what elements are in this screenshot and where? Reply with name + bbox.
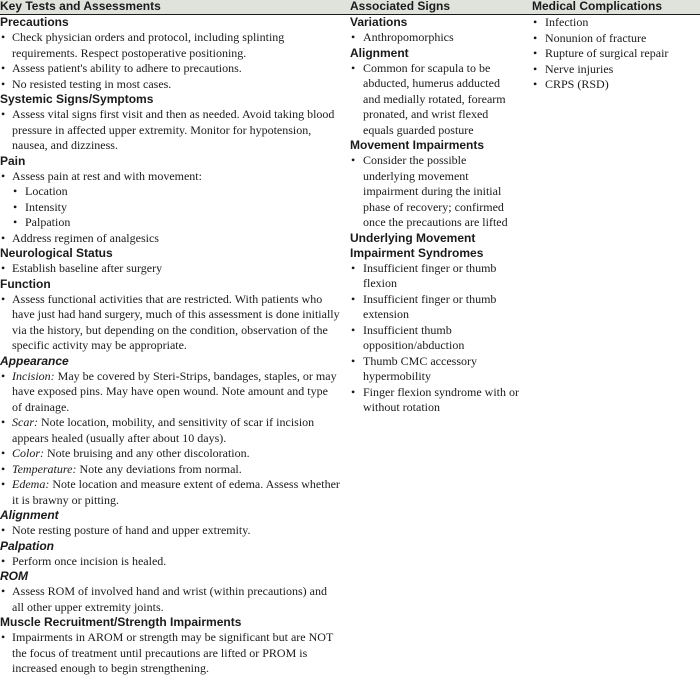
section-title: Muscle Recruitment/Strength Impairments [0, 615, 242, 629]
associated-signs-column [350, 0, 520, 416]
list-item [0, 462, 340, 478]
section-title: Function [0, 276, 51, 291]
list-item [0, 477, 340, 508]
item-label: Temperature: [12, 461, 77, 476]
section-palpation [0, 539, 340, 570]
section-variations [350, 15, 520, 46]
section-title: Neurological Status [0, 246, 113, 260]
list-item: • Insufficient finger or thumb flexion [350, 261, 520, 292]
sub-list-item: • Intensity [0, 200, 340, 216]
section-title: Alignment [0, 508, 59, 522]
item-text: Note any deviations from normal. [76, 461, 242, 476]
sub-list-item: • Palpation [0, 215, 340, 231]
list-item: • Anthropomorphics [350, 30, 520, 46]
section-underlying-syndromes [350, 231, 520, 416]
list-item: • Perform once incision is healed. [0, 554, 340, 570]
item-text: May be covered by Steri-Strips, bandages, staples, or may have exposed pins. May have open wound. Note amount and type of drainage. [12, 368, 337, 414]
section-title-line2: Impairment Syndromes [350, 245, 484, 260]
section-appearance [0, 354, 340, 509]
section-title: Variations [350, 15, 408, 29]
list-item: • Assess functional activities that are restricted. With patients who have just had hand surgery, much of this assessment is done initially via the history, but depending on the condition, observation of the specific activity may be appropriate. [0, 292, 340, 354]
item-text: Note location and measure extent of edema. Assess whether it is brawny or pitting. [12, 477, 340, 507]
medical-complications-column [532, 0, 700, 93]
section-alignment [0, 508, 340, 539]
section-title: Palpation [0, 538, 55, 553]
list-item: • Insufficient finger or thumb extension [350, 292, 520, 323]
list-item: • Nonunion of fracture [532, 31, 700, 47]
list-item: • Common for scapula to be abducted, humerus adducted and medially rotated, forearm pronated, and wrist flexed equals guarded posture [350, 61, 520, 139]
section-title: Appearance [0, 353, 69, 368]
list-item: • Assess vital signs first visit and then as needed. Avoid taking blood pressure in affected upper extremity. Monitor for hypotension, nausea, and dizziness. [0, 107, 340, 154]
item-label: Edema: [12, 477, 50, 491]
item-text: Note location, mobility, and sensitivity of scar if incision appears healed (usually after about 10 days). [12, 415, 315, 445]
item-label: Scar: [12, 415, 38, 429]
list-item [0, 415, 340, 446]
list-item: • Consider the possible underlying movement impairment during the initial phase of recovery; confirmed once the precautions are lifted [350, 153, 520, 231]
list-item: • Infection [532, 15, 700, 31]
list-item [0, 369, 340, 416]
section-title: Pain [0, 153, 26, 168]
section-rom [0, 569, 340, 615]
complications-list [532, 15, 700, 93]
sub-list-item: • Location [0, 184, 340, 200]
col-header-medical-complications: Medical Complications [532, 0, 663, 13]
list-item: • Address regimen of analgesics [0, 231, 340, 247]
item-label: Incision: [12, 368, 55, 383]
section-title: ROM [0, 569, 28, 583]
item-text: Note bruising and any other discoloration. [44, 446, 250, 460]
section-movement-impairments [350, 138, 520, 231]
list-item: • Impairments in AROM or strength may be significant but are NOT the focus of treatment until precautions are lifted or PROM is increased enough to begin strengthening. [0, 630, 340, 677]
col-header-associated-signs: Associated Signs [350, 0, 451, 13]
section-function [0, 277, 340, 354]
section-pain [0, 154, 340, 247]
list-item: • No resisted testing in most cases. [0, 77, 340, 93]
section-systemic [0, 92, 340, 154]
col-header-key-tests: Key Tests and Assessments [0, 0, 161, 13]
list-item: • Rupture of surgical repair [532, 46, 700, 62]
section-neuro [0, 246, 340, 277]
list-item: • Thumb CMC accessory hypermobility [350, 354, 520, 385]
section-muscle [0, 615, 340, 677]
key-tests-column [0, 0, 340, 677]
list-item: • Assess ROM of involved hand and wrist (within precautions) and all other upper extremity joints. [0, 584, 340, 615]
list-item: • Check physician orders and protocol, including splinting requirements. Respect postoperative positioning. [0, 30, 340, 61]
section-title: Alignment [350, 45, 409, 60]
list-item: • Assess patient's ability to adhere to precautions. [0, 61, 340, 77]
section-title-line1: Underlying Movement [350, 230, 476, 245]
list-item [0, 446, 340, 462]
list-item: • Assess pain at rest and with movement: [0, 169, 340, 185]
list-item: • CRPS (RSD) [532, 77, 700, 93]
list-item: • Insufficient thumb opposition/abduction [350, 323, 520, 354]
list-item: • Establish baseline after surgery [0, 261, 340, 277]
section-precautions [0, 15, 340, 92]
section-sign-alignment [350, 46, 520, 139]
item-label: Color: [12, 446, 45, 460]
list-item: • Nerve injuries [532, 62, 700, 78]
section-title: Systemic Signs/Symptoms [0, 92, 154, 106]
section-title: Precautions [0, 15, 69, 29]
list-item: • Finger flexion syndrome with or without rotation [350, 385, 520, 416]
section-title: Movement Impairments [350, 138, 485, 152]
list-item: • Note resting posture of hand and upper extremity. [0, 523, 340, 539]
